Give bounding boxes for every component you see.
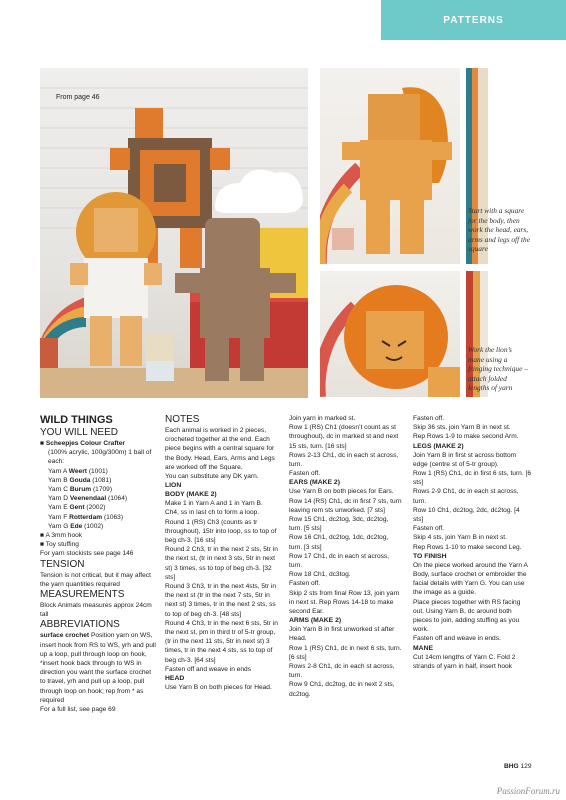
yarn-item: Yarn B Gouda (1081) — [48, 476, 112, 484]
body-line: Fasten off and weave in ends — [165, 665, 252, 673]
yarn-item: Yarn E Gent (2002) — [48, 504, 106, 512]
caption-bottom: Work the lion’s mane using a fringing technique – attach folded lengths of yarn — [468, 345, 528, 392]
article-title: WILD THINGS — [40, 414, 113, 426]
tension-text: Tension is not critical, but it may affect the yarn quantities required — [40, 571, 151, 588]
yarn-item: Yarn G Ede (1002) — [48, 522, 104, 530]
finish-line: On the piece worked around the Yarn A Body, surface crochet or embroider the facial details with Yarn G. You can use the image as a guide. — [413, 561, 528, 597]
photo-reference-label: From page 46 — [56, 94, 100, 101]
body-line: Round 3 Ch3, tr in the next 4sts, 5tr in the next st (tr in the next 7 sts, 5tr in next st) 3 times, tr in the next 2 sts, ss to top of beg ch-3. [48 sts] — [165, 583, 277, 618]
stockists-note: For yarn stockists see page 146 — [40, 550, 134, 558]
finish-line: Place pieces together with RS facing out. Using Yarn B, dc around both pieces to join, adding stuffing as you work. — [413, 598, 521, 634]
body-line: Round 1 (RS) Ch3 (counts as tr throughout), 15tr into loop, ss to top of beg ch-3. [16 sts] — [165, 518, 277, 545]
yarn-brand: ■ Scheepjes Colour Crafter — [40, 440, 125, 447]
yarn-item: Yarn F Rotterdam (1063) — [48, 513, 124, 521]
body-line: Round 2 Ch3, tr in the next 2 sts, 5tr in the next st, (tr in next 3 sts, 5tr in next st) 3 times, ss to top of beg ch-3. [32 sts] — [165, 546, 278, 581]
yarn-item: Yarn C Burum (1709) — [48, 486, 113, 494]
arms-line: Join Yarn B in first unworked st after Head. — [289, 626, 395, 643]
toys-illustration — [40, 68, 308, 398]
photo-body-square — [320, 68, 460, 264]
ears-line: Row 15 Ch1, dc2tog, 3dc, dc2tog, turn. [5 sts] — [289, 516, 389, 533]
mane-text: Cut 14cm lengths of Yarn C. Fold 2 strands of yarn in half, insert hook — [413, 653, 516, 670]
column-head-ears-arms — [289, 414, 403, 699]
legs-line: Row 1 (RS) Ch1, dc in first 6 sts, turn. [6 sts] — [413, 470, 531, 487]
notes-text: Each animal is worked in 2 pieces, crocheted together at the end. Each piece begins with a central square for the Body. Head, Ears, Arms and Legs are worked off the Square. — [165, 427, 275, 471]
legs-line: Skip 4 sts, join Yarn B in next st. — [413, 534, 507, 542]
notes-text-2: You can substitute any DK yarn. — [165, 473, 259, 481]
ears-line: Use Yarn B on both pieces for Ears. — [289, 488, 394, 496]
body-line: Ch4, ss in last ch to form a loop. — [165, 509, 260, 517]
head-line: Row 1 (RS) Ch1 (doesn’t count as st throughout), dc in marked st and next 15 sts, turn. [16 sts] — [289, 424, 399, 450]
column-legs-finish — [413, 414, 531, 671]
page-number: 129 — [520, 763, 532, 770]
photo-lion-mane — [320, 271, 460, 397]
column-notes-body — [165, 414, 279, 692]
legs-line: Join Yarn B in first st across bottom edge (centre st of 5-tr group). — [413, 451, 517, 468]
arms-line: Row 9 Ch1, dc2tog, dc in next 2 sts, dc2tog. — [289, 681, 395, 698]
page-footer — [504, 763, 532, 770]
heading-body: BODY (MAKE 2) — [165, 491, 217, 499]
abbreviations-more: For a full list, see page 69 — [40, 706, 116, 714]
section-tab-label: PATTERNS — [443, 14, 504, 26]
heading-to-finish: TO FINISH — [413, 552, 447, 560]
heading-legs: LEGS (MAKE 2) — [413, 442, 464, 450]
head-text: Use Yarn B on both pieces for Head. — [165, 684, 272, 692]
lion-mane-illustration — [320, 271, 460, 397]
head-line: Join yarn in marked st. — [289, 415, 356, 422]
stuffing-item: ■ Toy stuffing — [40, 541, 79, 549]
abbreviation-entry: surface crochet Position yarn on WS, insert hook from RS to WS, yrh and pull up a loop, pull through loop on hook, *insert hook back through to WS in direction you want the surface crochet to travel, yrh and pull up a loop, pull through loop on hook; rep from * as required — [40, 632, 156, 704]
body-line: Round 4 Ch3, tr in the next 6 sts, 5tr in the next st, pm in third tr of 5-tr group, (tr in the next 11 sts, 5tr in next st) 3 times, tr in the next 4 sts, ss to top of beg ch-3. [64 sts] — [165, 619, 278, 664]
heading-lion: LION — [165, 482, 182, 490]
ears-line: Row 16 Ch1, dc2tog, 1dc, dc2tog, turn. [3 sts] — [289, 534, 389, 551]
yarn-spec: (100% acrylic, 100g/300m) 1 ball of each: — [48, 449, 152, 466]
main-photo — [40, 68, 308, 398]
heading-head: HEAD — [165, 675, 185, 683]
section-tension: TENSION — [40, 558, 85, 570]
head-line: Rows 2-13 Ch1, dc in each st across, turn. — [289, 451, 399, 469]
column-materials — [40, 414, 158, 714]
ears-line: Row 14 (RS) Ch1, dc in first 7 sts, turn leaving rem sts unworked. [7 sts] — [289, 497, 402, 514]
caption-top: Start with a square for the body, then work the head, ears, arms and legs off the square — [468, 206, 530, 253]
arms-line: Row 1 (RS) Ch1, dc in next 6 sts, turn. [6 sts] — [289, 644, 402, 661]
arms-line: Rep Rows 1-9 to make second Arm. — [413, 433, 519, 441]
section-you-will-need: YOU WILL NEED — [40, 427, 118, 438]
head-line: Fasten off. — [289, 470, 321, 478]
heading-arms: ARMS (MAKE 2) — [289, 617, 342, 625]
ears-line: Row 17 Ch1, dc in each st across, turn. — [289, 552, 390, 570]
arms-line: Skip 36 sts, join Yarn B in next st. — [413, 424, 511, 432]
body-line: Make 1 in Yarn A and 1 in Yarn B. — [165, 500, 263, 508]
finish-line: Fasten off and weave in ends. — [413, 635, 501, 643]
section-measurements: MEASUREMENTS — [40, 589, 125, 601]
ears-line: Fasten off. — [289, 580, 321, 588]
lion-body-illustration — [320, 68, 460, 264]
magazine-name: BHG — [504, 763, 519, 770]
yarn-item: Yarn A Weert (1001) — [48, 467, 108, 475]
section-tab — [381, 0, 566, 40]
watermark: PassionForum.ru — [496, 786, 560, 796]
legs-line: Rep Rows 1-10 to make second Leg. — [413, 543, 522, 551]
legs-line: Rows 2-9 Ch1, dc in each st across, turn. — [413, 488, 519, 505]
legs-line: Row 10 Ch1, dc2tog, 2dc, dc2tog. [4 sts] — [413, 506, 520, 524]
measurements-text: Block Animals measures approx 24cm tall — [40, 602, 152, 619]
arms-line: Fasten off. — [413, 415, 445, 422]
heading-ears: EARS (MAKE 2) — [289, 479, 340, 487]
legs-line: Fasten off. — [413, 525, 445, 533]
arms-line: Rows 2-8 Ch1, dc in each st across, turn. — [289, 663, 395, 680]
section-notes: NOTES — [165, 414, 200, 425]
ears-line: Skip 2 sts from final Row 13, join yarn in next st. Rep Rows 14-18 to make second Ear. — [289, 589, 400, 616]
section-abbreviations: ABBREVIATIONS — [40, 619, 120, 631]
heading-mane: MANE — [413, 644, 434, 652]
yarn-item: Yarn D Veenendaal (1064) — [48, 495, 128, 503]
hook-item: ■ A 3mm hook — [40, 532, 83, 540]
ears-line: Row 18 Ch1, dc3tog. — [289, 571, 351, 579]
